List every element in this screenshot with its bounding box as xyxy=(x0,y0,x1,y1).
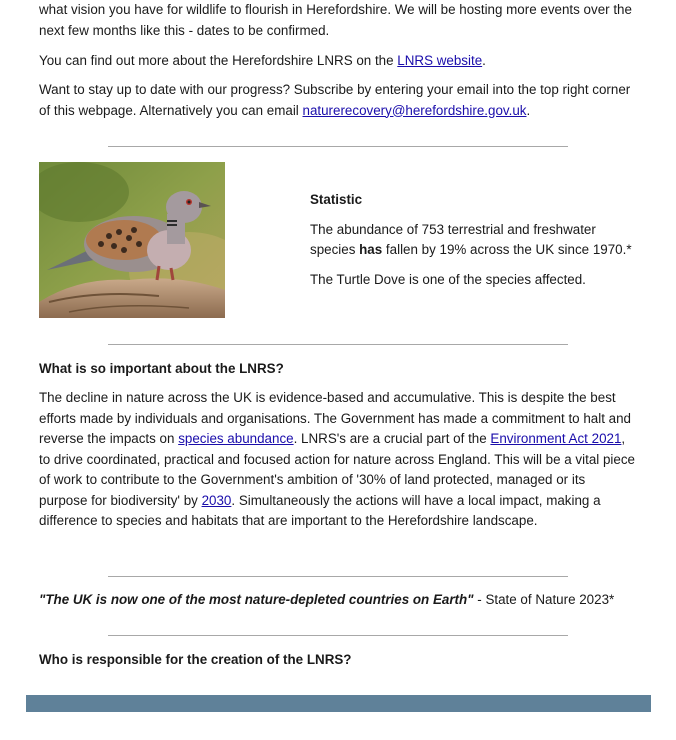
importance-part3: , to drive coordinated, practical and focused action for nature across England. This will be a vital piece of work to contribute to the Government's ambition of '30% of land protected, managed or its purpose for biodiversity' by xyxy=(39,431,635,508)
importance-part1: The decline in nature across the UK is evidence-based and accumulative. This is despite the best efforts made by individuals and organisations. The Government has made a commitment to halt and reverse the impacts on xyxy=(39,390,631,446)
divider xyxy=(108,146,568,147)
find-more-suffix: . xyxy=(482,53,486,68)
statistic-text xyxy=(310,220,640,261)
find-more-prefix: You can find out more about the Herefordshire LNRS on the xyxy=(39,53,398,68)
footer-bar xyxy=(26,695,651,712)
statistic-text-bold: has xyxy=(359,242,383,257)
quote-text: "The UK is now one of the most nature-depleted countries on Earth" xyxy=(39,592,474,607)
divider xyxy=(108,344,568,345)
year-2030-link[interactable]: 2030 xyxy=(201,492,232,508)
quote-source: - State of Nature 2023* xyxy=(473,592,615,607)
responsible-heading: Who is responsible for the creation of the LNRS? xyxy=(39,652,352,667)
find-more-paragraph xyxy=(39,51,637,72)
species-abundance-link[interactable]: species abundance xyxy=(178,431,294,446)
divider xyxy=(108,635,568,636)
importance-part4: . Simultaneously the actions will have a local impact, making a difference to species and habitats that are important to the Herefordshire landscape. xyxy=(39,492,601,528)
importance-heading: What is so important about the LNRS? xyxy=(39,361,284,376)
intro-paragraph: what vision you have for wildlife to flourish in Herefordshire. We will be hosting more events over the next few months like this - dates to be confirmed. xyxy=(39,2,632,38)
species-note: The Turtle Dove is one of the species affected. xyxy=(310,271,586,287)
email-link[interactable]: naturerecovery@herefordshire.gov.uk xyxy=(302,102,527,118)
divider xyxy=(108,576,568,577)
subscribe-text: Want to stay up to date with our progress? Subscribe by entering your email into the top right corner of this webpage. Alternatively you can email xyxy=(39,82,631,118)
importance-paragraph xyxy=(39,388,637,532)
environment-act-link[interactable]: Environment Act 2021 xyxy=(490,431,622,446)
quote-paragraph xyxy=(39,590,637,611)
subscribe-suffix: . xyxy=(526,102,531,118)
importance-part2: . LNRS's are a crucial part of the xyxy=(293,431,491,446)
statistic-block xyxy=(310,190,640,299)
turtle-dove-image xyxy=(39,162,225,318)
statistic-text-prefix: The abundance of 753 terrestrial and freshwater species xyxy=(310,221,596,257)
statistic-text-suffix: fallen by 19% across the UK since 1970.* xyxy=(382,242,632,257)
subscribe-paragraph xyxy=(39,80,637,121)
statistic-title: Statistic xyxy=(310,192,363,207)
lnrs-website-link[interactable]: LNRS website xyxy=(397,53,483,68)
